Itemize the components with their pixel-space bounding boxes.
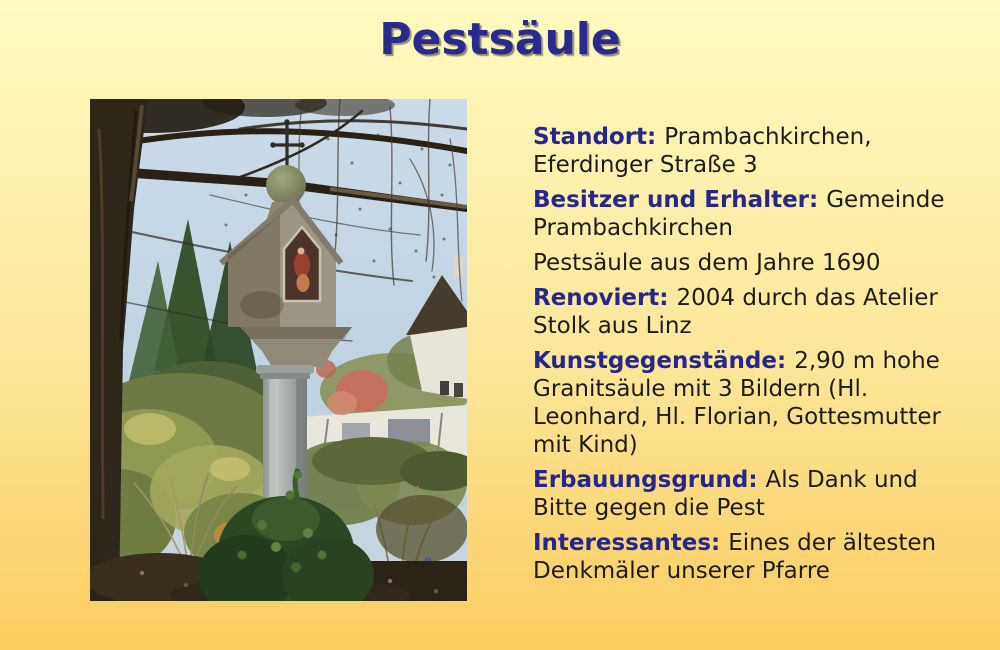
fact-text: Prambachkirchen, Eferdinger Straße 3 [533, 124, 872, 178]
fact-text: 2,90 m hohe Granitsäule mit 3 Bildern (Hl. Leonhard, Hl. Florian, Gottesmutter mit Kind) [533, 348, 941, 458]
pestsaeule-photo [90, 99, 467, 601]
fact-label: Erbauungsgrund: [533, 467, 758, 493]
fact-baujahr [533, 249, 957, 277]
fact-text: Als Dank und Bitte gegen die Pest [533, 467, 918, 521]
fact-kunstgegenstaende [533, 347, 957, 459]
slide-title: Pestsäule [379, 14, 621, 65]
facts-list [533, 123, 957, 592]
fact-label: Besitzer und Erhalter: [533, 187, 819, 213]
stone-sphere [266, 165, 306, 205]
fact-interessantes [533, 529, 957, 585]
fact-text: Eines der ältesten Denkmäler unserer Pfarre [533, 530, 937, 584]
fact-label: Interessantes: [533, 530, 721, 556]
pestsaeule-photo-art [90, 99, 467, 601]
fact-label: Kunstgegenstände: [533, 348, 787, 374]
fact-label: Standort: [533, 124, 657, 150]
fact-text: 2004 durch das Atelier Stolk aus Linz [533, 285, 938, 339]
fact-standort [533, 123, 957, 179]
fact-label: Renoviert: [533, 285, 669, 311]
fact-renoviert [533, 284, 957, 340]
fact-erbauungsgrund [533, 466, 957, 522]
fact-text: Gemeinde Prambachkirchen [533, 187, 945, 241]
fact-text: Pestsäule aus dem Jahre 1690 [533, 250, 881, 276]
fact-besitzer [533, 186, 957, 242]
